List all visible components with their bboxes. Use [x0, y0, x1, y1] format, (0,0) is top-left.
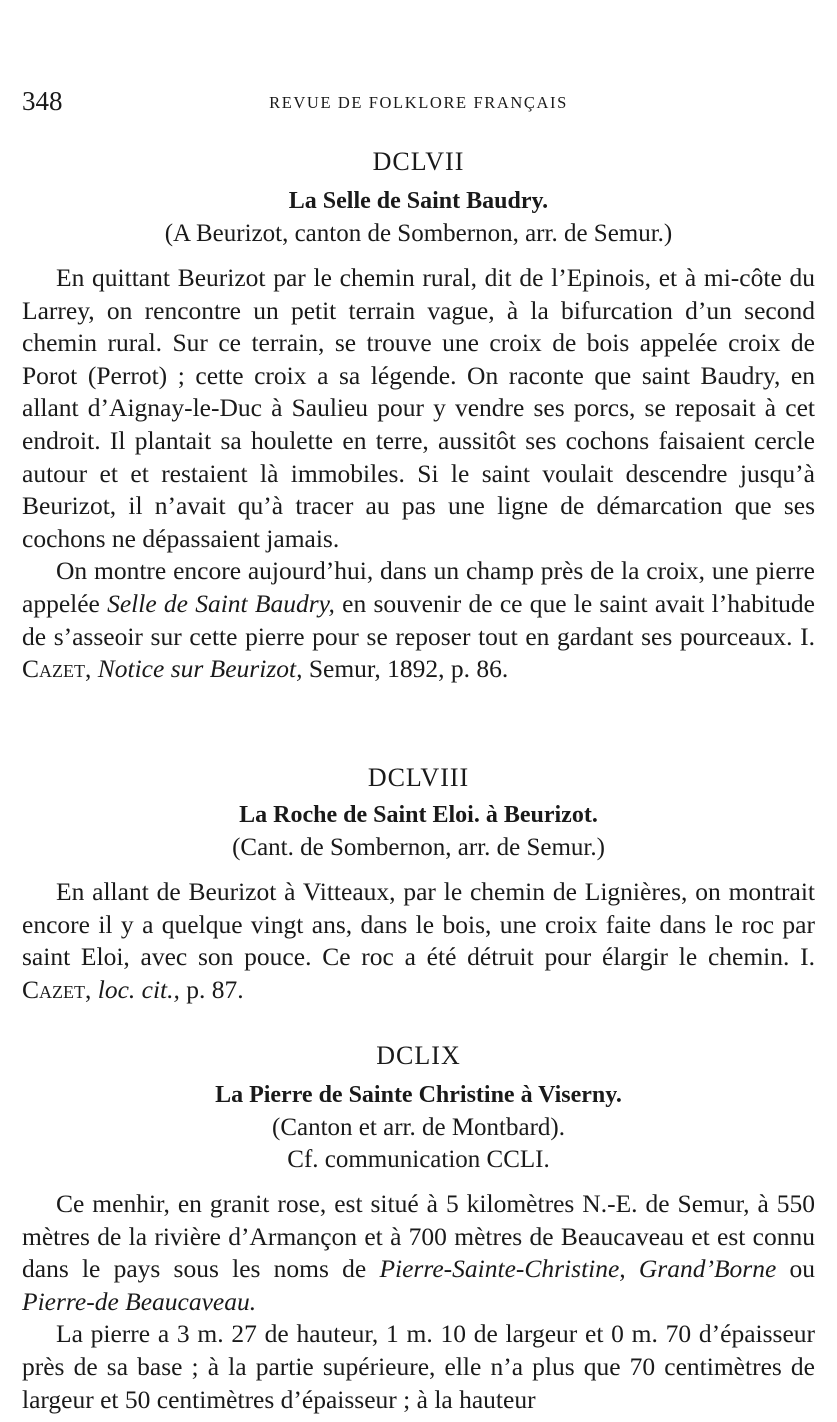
text-run: Semur, 1892, p. 86. — [308, 654, 509, 684]
section-subtitle: (Canton et arr. de Montbard). — [272, 1114, 565, 1141]
italic-text: Pierre-Sainte-Christine, Grand’Borne — [379, 1254, 777, 1284]
author-name: Cazet, — [22, 654, 92, 684]
section-subtitle-2: Cf. communication CCLI. — [287, 1146, 550, 1173]
paragraph — [22, 876, 815, 1006]
section-dclvii — [22, 146, 815, 686]
text-run: en souvenir de ce que le saint avait l’habitude de s’asseoir sur cette pierre pour se reposer tout en gardant ses pourceaux. I. — [22, 588, 816, 651]
section-numeral: DCLVII — [372, 147, 465, 176]
text-run: En allant de Beurizot à Vitteaux, par le chemin de Lignières, on montrait encore il y a quelque vingt ans, dans le bois, une croix faite dans le roc par saint Eloi, avec son pouce. Ce roc a été détruit pour élargir le chemin. I. — [22, 877, 815, 972]
text-run: p. 87. — [186, 974, 244, 1004]
section-numeral: DCLIX — [376, 1041, 461, 1070]
paragraph: En quittant Beurizot par le chemin rural, dit de l’Epinois, et à mi-côte du Larrey, on rencontre un petit terrain vague, à la bifurcation d’un second chemin rural. Sur ce terrain, se trouve une croix de bois appelée croix de Porot (Perrot) ; cette croix a sa légende. On raconte que saint Baudry, en allant d’Aignay-le-Duc à Saulieu pour y vendre ses porcs, se reposait à cet endroit. Il plantait sa houlette en terre, aussitôt ses cochons faisaient cercle autour et et restaient là immobiles. Si le saint voulait descendre jusqu’à Beurizot, il n’avait qu’à tracer au pas une ligne de démarcation que ses cochons ne dépassaient jamais. — [22, 263, 815, 553]
section-subtitle: (Cant. de Sombernon, arr. de Semur.) — [232, 834, 605, 861]
running-head — [22, 86, 815, 120]
text-run: On montre encore aujourd’hui, dans un champ près de la croix, une pierre appelée — [22, 556, 815, 618]
text-run: ou — [789, 1254, 816, 1284]
section-title: La Roche de Saint Eloi. à Beurizot. — [239, 802, 598, 828]
author-name: Cazet, — [22, 974, 92, 1004]
paragraph — [22, 555, 815, 685]
page-number: 348 — [22, 86, 63, 116]
section-dclviii — [22, 762, 815, 1006]
italic-text: Notice sur Beurizot, — [97, 654, 303, 684]
section-numeral: DCLVIII — [367, 763, 470, 792]
journal-title: REVUE DE FOLKLORE FRANÇAIS — [269, 93, 568, 112]
paragraph: La pierre a 3 m. 27 de hauteur, 1 m. 10 de largeur et 0 m. 70 d’épaisseur près de sa base ; à la partie supérieure, elle n’a plus que 70 centimètres de largeur et 50 centimètres d’épaisseur ; à la hauteur — [22, 1319, 815, 1414]
italic-text: Pierre-de Beaucaveau. — [22, 1286, 257, 1316]
paragraph — [22, 1188, 815, 1318]
section-title: La Selle de Saint Baudry. — [288, 188, 549, 214]
section-title: La Pierre de Sainte Christine à Viserny. — [215, 1082, 622, 1108]
section-subtitle: (A Beurizot, canton de Sombernon, arr. de Semur.) — [164, 220, 673, 247]
italic-text: Selle de Saint Baudry, — [107, 588, 335, 618]
text-run: Ce menhir, en granit rose, est situé à 5 kilomètres N.-E. de Semur, à 550 mètres de la rivière d’Armançon et à 700 mètres de Beaucaveau et est connu dans le pays sous les noms de — [22, 1189, 815, 1284]
italic-text: loc. cit., — [97, 974, 180, 1004]
section-dclix — [22, 1040, 815, 1416]
